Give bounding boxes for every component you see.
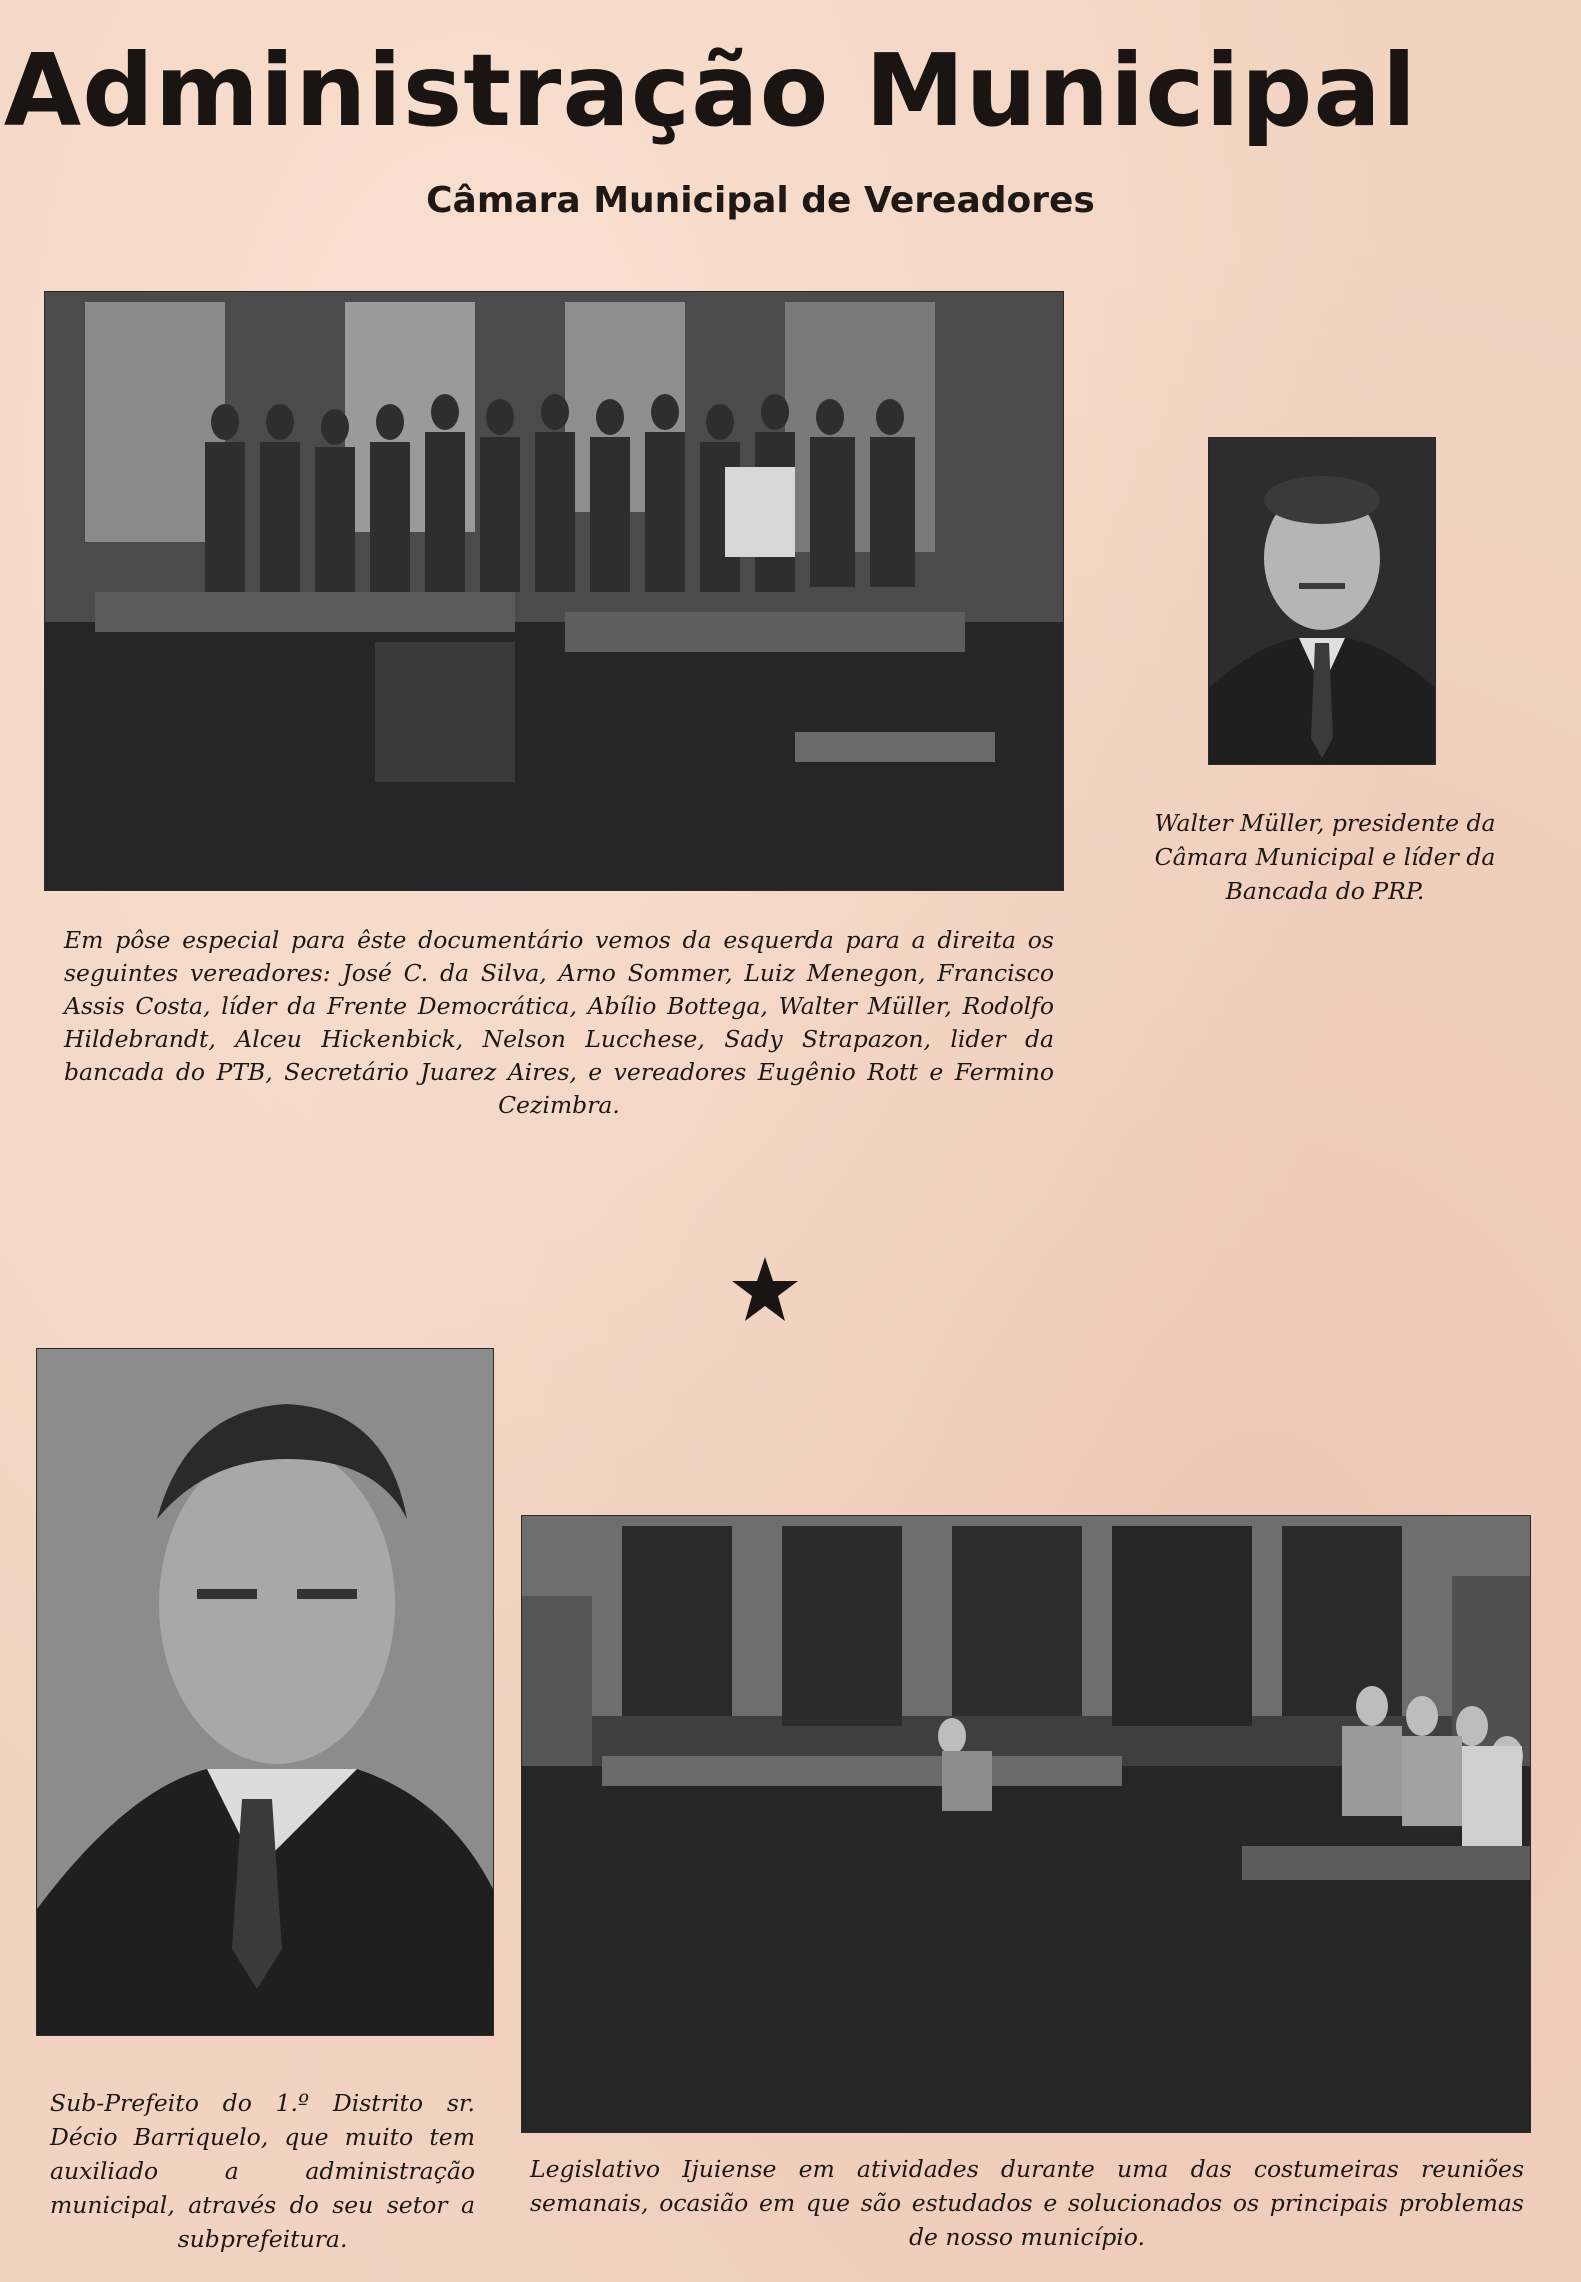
star-icon xyxy=(730,1255,800,1325)
president-caption: Walter Müller, presidente da Câmara Municipal e líder da Bancada do PRP. xyxy=(1154,809,1496,905)
session-caption: Legislativo Ijuiense em atividades durante uma das costumeiras reuniões semanais, ocasião em que são estudados e solucionados os principais problemas de nosso município. xyxy=(530,2155,1524,2251)
president-photo xyxy=(1208,437,1436,765)
subprefect-photo xyxy=(36,1348,494,2036)
group-portrait-photo-icon xyxy=(45,292,1063,890)
group-photo xyxy=(44,291,1064,891)
portrait-photo-icon xyxy=(37,1349,493,2035)
group-caption: Em pôse especial para êste documentário vemos da esquerda para a direita os seguintes vereadores: José C. da Silva, Arno Sommer, Luiz Menegon, Francisco Assis Costa, líder da Frente Democrática, Abílio Bottega, Walter Müller, Rodolfo Hildebrandt, Alceu Hickenbick, Nelson Lucchese, Sady Strapazon, lider da bancada do PTB, Secretário Juarez Aires, e vereadores Eugênio Rott e Fermino Cezimbra. xyxy=(64,926,1054,1119)
session-photo xyxy=(521,1515,1531,2133)
session-room-photo-icon xyxy=(522,1516,1530,2132)
portrait-photo-icon xyxy=(1209,438,1435,764)
subprefect-caption: Sub-Prefeito do 1.º Distrito sr. Décio Barriquelo, que muito tem auxiliado a administração municipal, através do seu setor a subprefeitura. xyxy=(50,2089,475,2253)
page-subtitle: Câmara Municipal de Vereadores xyxy=(426,180,1095,221)
page-title: Administração Municipal xyxy=(3,32,1418,149)
